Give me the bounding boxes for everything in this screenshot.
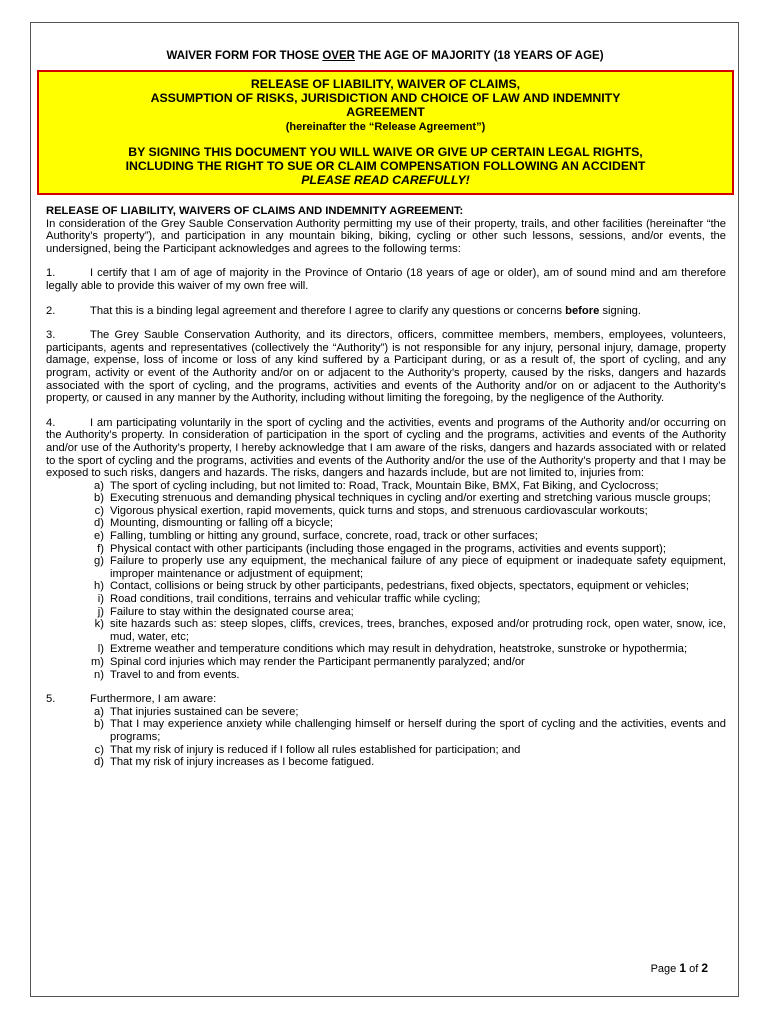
clause-number: 1. bbox=[46, 267, 56, 280]
risk-item bbox=[46, 555, 726, 580]
list-item-label: e) bbox=[94, 530, 104, 543]
list-item-label: j) bbox=[97, 605, 104, 618]
list-item-label: g) bbox=[94, 555, 104, 568]
clause-number: 4. bbox=[46, 416, 56, 429]
list-item-text: Failure to stay within the designated course area; bbox=[110, 605, 354, 618]
list-item-text: Physical contact with other participants (including those engaged in the programs, activities and events support); bbox=[110, 542, 666, 555]
agreement-subtitle: (hereinafter the “Release Agreement”) bbox=[285, 121, 486, 133]
clause-number: 2. bbox=[46, 304, 56, 317]
list-item-text: Falling, tumbling or hitting any ground, surface, concrete, road, track or other surfaces; bbox=[110, 530, 538, 543]
awareness-list bbox=[90, 706, 726, 769]
risk-item bbox=[46, 480, 726, 493]
list-item-label: l) bbox=[97, 643, 104, 656]
list-item-text: The sport of cycling including, but not limited to: Road, Track, Mountain Bike, BMX, Fat Biking, and Cyclocross; bbox=[110, 479, 659, 492]
awareness-item bbox=[90, 706, 726, 719]
risk-list bbox=[46, 480, 726, 682]
list-item-label: a) bbox=[94, 479, 104, 492]
document-title: WAIVER FORM FOR THOSE OVER THE AGE OF MAJORITY (18 YEARS OF AGE) bbox=[166, 50, 604, 62]
risk-item bbox=[46, 656, 726, 669]
list-item-text: site hazards such as: steep slopes, cliffs, crevices, trees, branches, exposed and/or protruding rock, open water, snow, ice, mud, water, etc; bbox=[110, 618, 726, 643]
list-item-text: Extreme weather and temperature conditions which may result in dehydration, heatstroke, sunstroke or hypothermia; bbox=[110, 643, 688, 656]
risk-item bbox=[46, 530, 726, 543]
release-warning-box bbox=[37, 70, 734, 195]
list-item-label: b) bbox=[94, 718, 104, 731]
risk-item bbox=[46, 505, 726, 518]
clause-1: 1. I certify that I am of age of majority in the Province of Ontario (18 years of age or older), am of sound mind and am therefore legally able to provide this waiver of my own free will. bbox=[46, 267, 726, 292]
clause-5: 5. Furthermore, I am aware: a) That injuries sustained can be severe; b) That I may experience anxiety while challenging himself or herself during the sport of cycling and the activities, events and programs; c) That my risk of injury is reduced if I follow all rules established for participation; and d) That my risk of injury increases as I become fatigued. bbox=[46, 693, 726, 769]
clause-2: 2. That this is a binding legal agreement and therefore I agree to clarify any questions or concerns before signing. bbox=[46, 304, 641, 317]
list-item-text: That my risk of injury is reduced if I follow all rules established for participation; and bbox=[110, 743, 521, 756]
list-item-text: Mounting, dismounting or falling off a bicycle; bbox=[110, 517, 334, 530]
list-item-label: f) bbox=[97, 542, 104, 555]
risk-item bbox=[46, 580, 726, 593]
risk-item bbox=[46, 492, 726, 505]
read-carefully-notice: PLEASE READ CAREFULLY! bbox=[301, 173, 470, 187]
list-item-text: Executing strenuous and demanding physical techniques in cycling and/or exerting and stretching various muscle groups; bbox=[110, 492, 711, 505]
risk-item bbox=[46, 517, 726, 530]
agreement-body bbox=[46, 205, 726, 769]
risk-item bbox=[46, 593, 726, 606]
list-item-label: d) bbox=[94, 756, 104, 769]
list-item-text: Spinal cord injuries which may render the Participant permanently paralyzed; and/or bbox=[110, 656, 525, 668]
risk-item bbox=[46, 618, 726, 643]
agreement-title: RELEASE OF LIABILITY, WAIVER OF CLAIMS, ASSUMPTION OF RISKS, JURISDICTION AND CHOICE OF LAW AND INDEMNITY AGREEMENT bbox=[150, 77, 621, 119]
clause-number: 5. bbox=[46, 693, 56, 706]
list-item-label: d) bbox=[94, 517, 104, 530]
risk-item bbox=[46, 669, 726, 682]
risk-item bbox=[46, 543, 726, 556]
list-item-text: Vigorous physical exertion, rapid movements, quick turns and stops, and strenuous cardiovascular workouts; bbox=[110, 504, 648, 517]
clause-3: 3. The Grey Sauble Conservation Authority, and its directors, officers, committee members, members, employees, volunteers, participants, agents and representatives (collectively the “Authority”) is not responsible for any injury, personal injury, damage, property damage, expense, loss of income or loss of any kind suffered by a Participant during, or as a result of, the sport of cycling, and any program, activity or event of the Authority and/or on or adjacent to the Authority’s property, caused by the risks, dangers and hazards associated with the sport of cycling, and the programs, activities and events of the Authority and/or on or adjacent to the Authority’s property, or caused in any manner by the Authority, including without limiting the foregoing, by the negligence of the Authority. bbox=[46, 329, 726, 405]
list-item-label: a) bbox=[94, 705, 104, 718]
risk-item bbox=[46, 643, 726, 656]
list-item-label: k) bbox=[94, 618, 104, 631]
section-heading: RELEASE OF LIABILITY, WAIVERS OF CLAIMS AND INDEMNITY AGREEMENT: bbox=[46, 205, 464, 217]
list-item-label: h) bbox=[94, 580, 104, 593]
awareness-item bbox=[90, 756, 726, 769]
list-item-text: Travel to and from events. bbox=[110, 668, 240, 681]
list-item-label: c) bbox=[94, 504, 104, 517]
intro-paragraph: In consideration of the Grey Sauble Conservation Authority permitting my use of their property, trails, and other facilities (hereinafter “the Authority’s property”), and participation in any mountain biking, biking, cycling or other such lessons, sessions, and/or events, the undersigned, being the Participant acknowledges and agrees to the following terms: bbox=[46, 217, 726, 255]
list-item-label: i) bbox=[97, 593, 104, 606]
list-item-text: Road conditions, trail conditions, terrains and vehicular traffic while cycling; bbox=[110, 593, 481, 606]
list-item-text: That I may experience anxiety while challenging himself or herself during the sport of cycling and the activities, events and programs; bbox=[110, 718, 726, 743]
awareness-item bbox=[90, 744, 726, 757]
clause-4: 4. I am participating voluntarily in the sport of cycling and the activities, events and programs of the Authority and/or occurring on the Authority’s property. In consideration of participation in the sport of cycling and the programs, activities and events of the Authority and/or use of the Authority’s property, I hereby acknowledge that I am aware of the risks, dangers and hazards associated with or related to the sport of cycling and the programs, activities and events of the Authority and/or the use of the Authority’s property and that I may be exposed to such risks, dangers and hazards. The risks, dangers and hazards include, but are not limited to, injuries from: bbox=[46, 416, 726, 480]
list-item-label: n) bbox=[94, 668, 104, 681]
list-item-text: That injuries sustained can be severe; bbox=[110, 705, 299, 718]
clause-number: 3. bbox=[46, 329, 56, 342]
legal-rights-warning: BY SIGNING THIS DOCUMENT YOU WILL WAIVE OR GIVE UP CERTAIN LEGAL RIGHTS, INCLUDING THE RIGHT TO SUE OR CLAIM COMPENSATION FOLLOWING AN ACCIDENT bbox=[125, 145, 646, 173]
list-item-text: That my risk of injury increases as I become fatigued. bbox=[110, 756, 375, 769]
list-item-text: Contact, collisions or being struck by other participants, pedestrians, fixed objects, spectators, equipment or vehicles; bbox=[110, 580, 689, 593]
awareness-item bbox=[90, 718, 726, 743]
list-item-label: m) bbox=[90, 656, 104, 668]
page-number: Page 1 of 2 bbox=[650, 961, 708, 975]
risk-item bbox=[46, 606, 726, 619]
list-item-label: b) bbox=[94, 492, 104, 505]
list-item-label: c) bbox=[94, 743, 104, 756]
list-item-text: Failure to properly use any equipment, the mechanical failure of any piece of equipment or inadequate safety equipment, improper maintenance or adjustment of equipment; bbox=[110, 555, 726, 580]
